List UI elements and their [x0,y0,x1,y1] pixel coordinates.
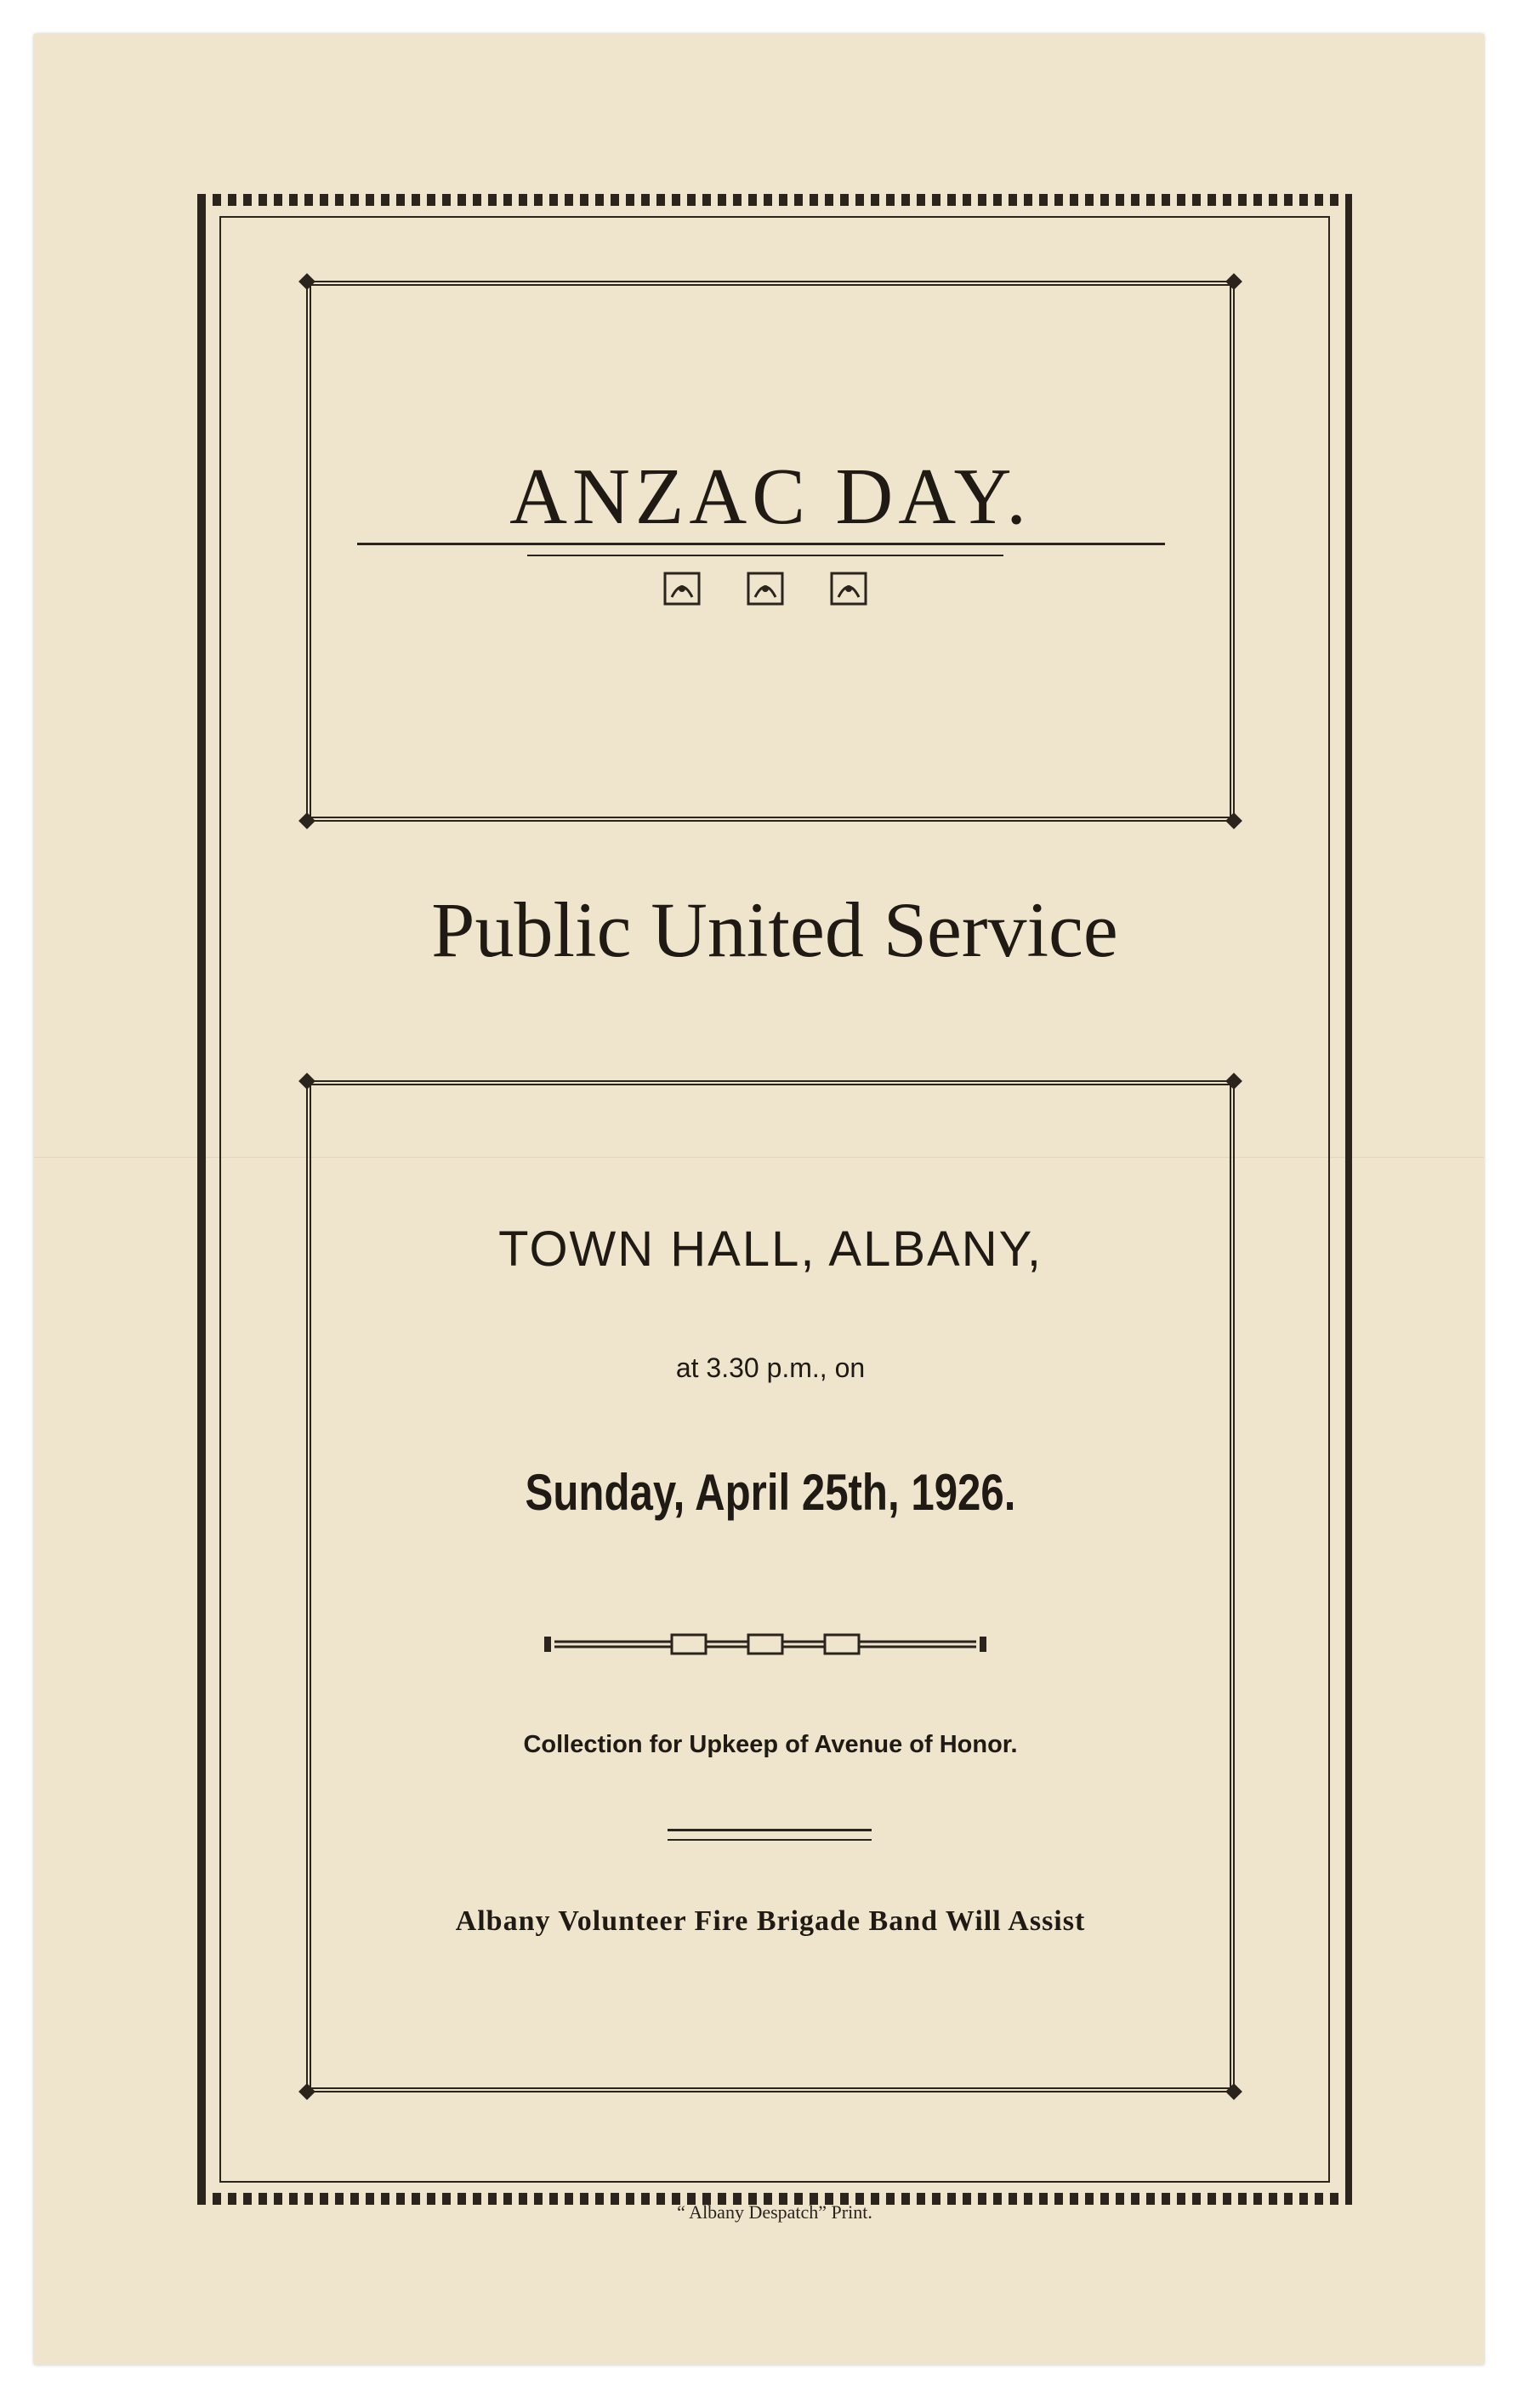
scroll-ornament-icon [830,572,867,606]
page-title: ANZAC DAY. [509,453,1031,541]
short-rule [668,1829,872,1831]
collection-notice: Collection for Upkeep of Avenue of Honor. [523,1731,1018,1758]
scroll-ornament-icon [747,572,784,606]
title-ornaments [663,572,867,606]
band-notice: Albany Volunteer Fire Brigade Band Will Assist [455,1905,1086,1937]
venue-text: TOWN HALL, ALBANY, [498,1221,1043,1277]
scroll-ornament-icon [663,572,701,606]
time-text: at 3.30 p.m., on [675,1352,866,1383]
decorative-divider [544,1633,986,1655]
short-rule-secondary [668,1839,872,1841]
service-heading: Public United Service [431,886,1118,973]
date-text: Sunday, April 25th, 1926. [525,1464,1016,1521]
title-underline-secondary [527,555,1003,556]
printer-imprint: “ Albany Despatch” Print. [677,2201,872,2223]
title-box-frame [306,281,1235,822]
title-underline [357,543,1165,545]
